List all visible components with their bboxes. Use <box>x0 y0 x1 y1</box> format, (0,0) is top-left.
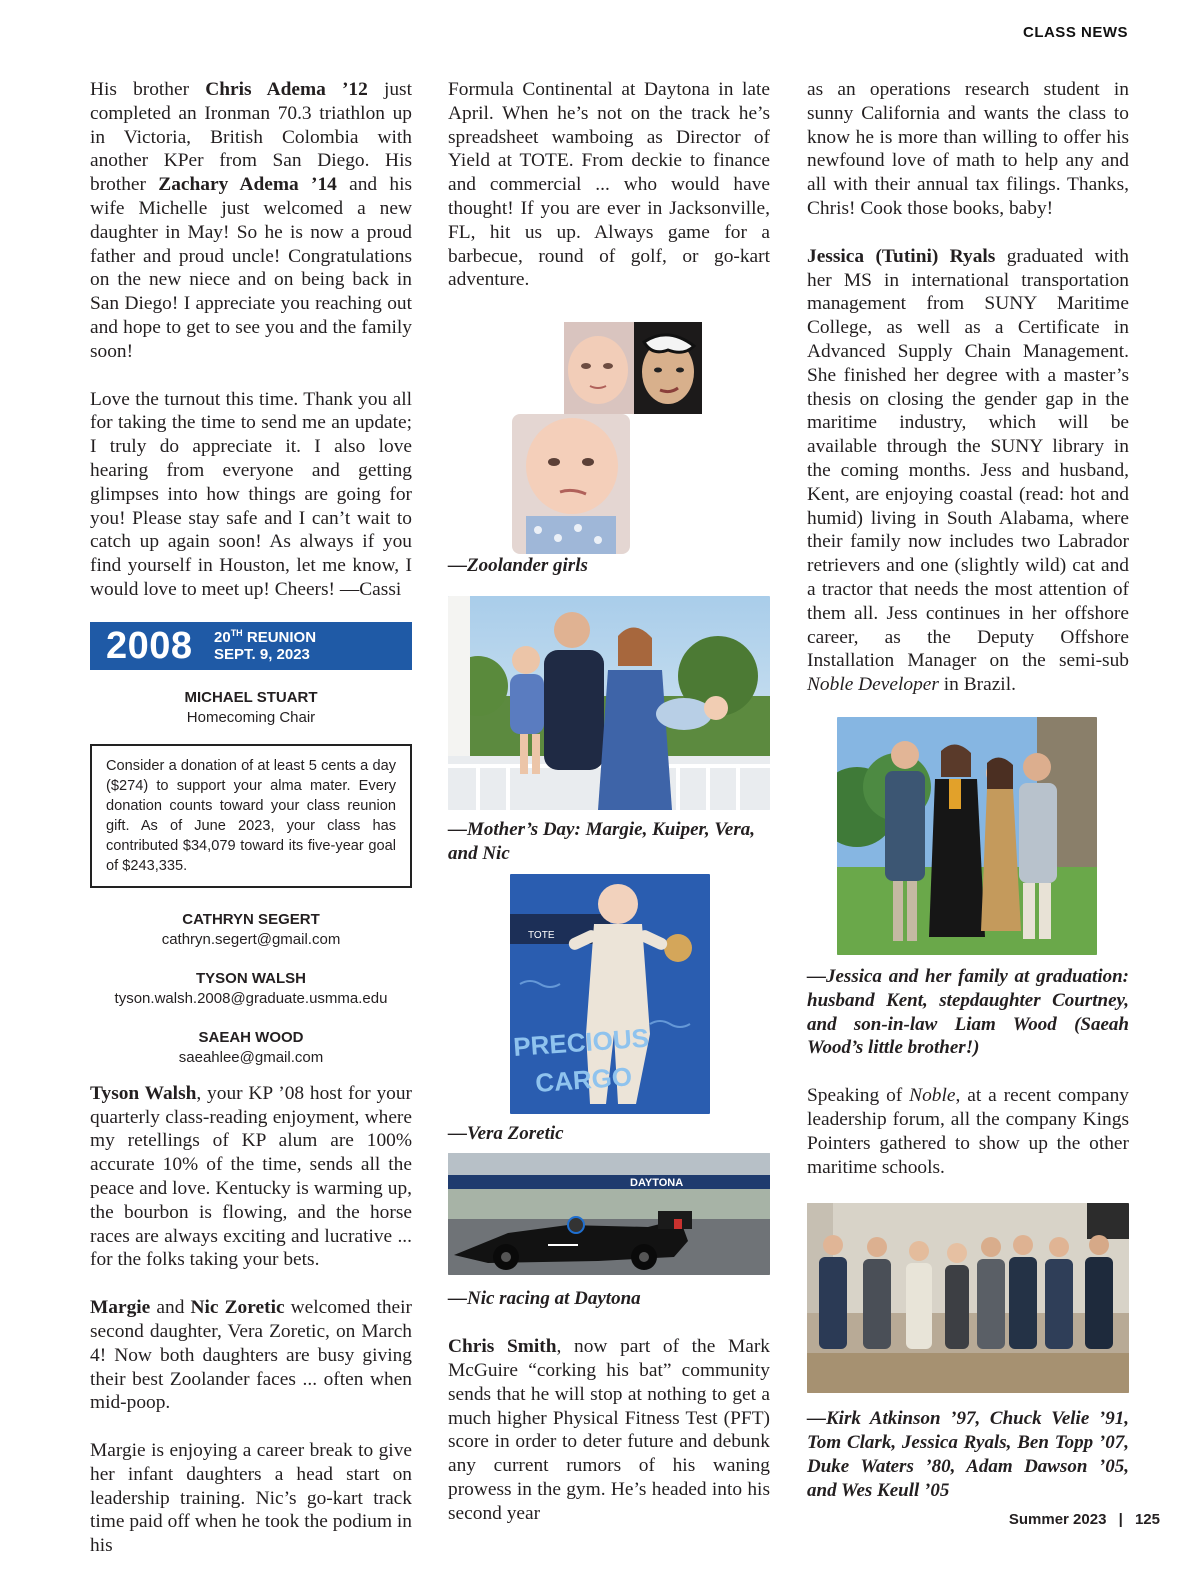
contact-name: TYSON WALSH <box>195 969 306 987</box>
mothers-day-image <box>448 596 770 810</box>
group-image <box>807 1203 1129 1393</box>
paragraph-zoretic: Margie and Nic Zoretic welcomed their second daughter, Vera Zoretic, on March 4! Now both daughters are busy giving their best Zoolander faces ... often when mid-poop. <box>90 1297 412 1414</box>
donation-box: Consider a donation of at least 5 cents a day ($274) to support your alma mater. Every donation counts toward your class reunion gift. As of June 2023, your class has contributed $34,079 toward its five-year goal of $243,335. <box>90 744 412 888</box>
tote-label: TOTE <box>528 929 555 941</box>
footer-separator: | <box>1118 1511 1123 1528</box>
vera-image <box>510 874 710 1114</box>
chair-name: MICHAEL STUART <box>184 688 318 706</box>
mothers-day-photo <box>448 596 770 810</box>
cargo-text: CARGO <box>534 1060 633 1098</box>
reunion-banner <box>90 622 412 670</box>
contact-email[interactable]: cathryn.segert@gmail.com <box>161 930 341 948</box>
page-footer <box>1009 1511 1160 1528</box>
paragraph-jessica-ryals: Jessica (Tutini) Ryals graduated with her MS in international transportation management from SUNY Maritime College, as well as a Certificate in Advanced Supply Chain Management. She finished her degree with a master’s thesis on closing the gender gap in the maritime industry, which will be available through the SUNY library in the coming months. Jess and husband, Kent, are enjoying coastal (read: hot and humid) living in South Alabama, where their family now includes two Labrador retrievers and one (slightly wild) cat and a tractor that needs the most attention of them all. Jess continues in her offshore career, as the Deputy Offshore Installation Manager on the semi-sub Noble Developer in Brazil. <box>807 245 1129 696</box>
caption-graduation: —Jessica and her family at graduation: husband Kent, stepdaughter Courtney, and son-in-law Liam Wood (Saeah Wood’s little brother!) <box>807 965 1129 1059</box>
class-year: 2008 <box>106 624 193 667</box>
paragraph-chris-smith-cont: as an operations research student in sunny California and wants the class to know he is more than willing to offer his newfound love of math to help any and all with their annual tax filings. Thanks, Chris! Cook those books, baby! <box>807 79 1129 219</box>
paragraph-formula-continental: Formula Continental at Daytona in late April. When he’s not on the track he’s spreadsheet wamboing as Director of Yield at TOTE. From deckie to finance and commercial ... who would have thought! If you are ever in Jacksonville, FL, hit us up. Always game for a barbecue, round of golf, or go-kart adventure. <box>448 79 770 291</box>
precious-text: PRECIOUS <box>512 1022 650 1062</box>
graduation-photo <box>837 717 1097 955</box>
racing-image <box>448 1153 770 1275</box>
paragraph-margie: Margie is enjoying a career break to give her infant daughters a head start on leadership training. Nic’s go-kart track time paid off when he took the podium in his <box>90 1440 412 1557</box>
paragraph-adema: His brother Chris Adema ’12 just completed an Ironman 70.3 triathlon up in Victoria, British Colombia with another KPer from San Diego. His brother Zachary Adema ’14 and his wife Michelle just welcomed a new daughter in May! So he is now a proud father and proud uncle! Congratulations on the new niece and on being back in San Diego! I appreciate you reaching out and hope to get to see you and the family soon! <box>90 79 413 362</box>
daytona-banner-text: DAYTONA <box>630 1177 684 1190</box>
group-photo <box>807 1203 1129 1393</box>
paragraph-noble: Speaking of Noble, at a recent company leadership forum, all the company Kings Pointers gathered to show up the other maritime schools. <box>807 1085 1129 1178</box>
contact-email[interactable]: tyson.walsh.2008@graduate.usmma.edu <box>114 989 388 1007</box>
caption-zoolander-girls: —Zoolander girls <box>448 555 588 577</box>
contact-email[interactable]: saeahlee@gmail.com <box>178 1048 324 1066</box>
caption-racing: —Nic racing at Daytona <box>448 1288 641 1310</box>
section-header: CLASS NEWS <box>1022 24 1128 41</box>
reunion-ordinal: 20TH REUNION <box>214 627 317 646</box>
chair-role: Homecoming Chair <box>186 708 316 726</box>
column-3 <box>807 78 1129 1502</box>
paragraph-chris-smith: Chris Smith, now part of the Mark McGuire “corking his bat” community sends that he will stop at nothing to get a much higher Physical Fitness Test (PFT) score in order to deter future and debunk any current rumors of his waning prowess in the gym. He’s headed into his second year <box>448 1336 770 1524</box>
class-contact-3 <box>90 1028 412 1068</box>
contact-name: CATHRYN SEGERT <box>182 910 320 928</box>
class-contact-2 <box>90 969 412 1009</box>
racing-photo <box>448 1153 770 1275</box>
reunion-date: SEPT. 9, 2023 <box>214 645 310 663</box>
zoolander-collage-image <box>448 316 770 556</box>
caption-mothers-day: —Mother’s Day: Margie, Kuiper, Vera, and Nic <box>448 818 756 864</box>
caption-group: —Kirk Atkinson ’97, Chuck Velie ’91, Tom Clark, Jessica Ryals, Ben Topp ’07, Duke Waters ’80, Adam Dawson ’05, and Wes Keull ’05 <box>807 1408 1129 1501</box>
class-contact-1 <box>90 910 412 950</box>
page-number: 125 <box>1134 1511 1160 1528</box>
vera-photo <box>510 874 710 1114</box>
paragraph-cassi-signoff: Love the turnout this time. Thank you all for taking the time to send me an update; I truly do appreciate it. I also love hearing from everyone and getting glimpses into how things are going for you! Please stay safe and I can’t wait to catch up again soon! As always if you find yourself in Houston, let me know, I would love to meet up! Cheers! —Cassi <box>90 388 412 600</box>
column-1 <box>90 78 412 1582</box>
graduation-image <box>837 717 1097 955</box>
caption-vera: —Vera Zoretic <box>448 1122 564 1144</box>
paragraph-tyson-walsh: Tyson Walsh, your KP ’08 host for your quarterly class-reading enjoyment, where my retellings of KP alum are 100% accurate 10% of the time, sends all the peace and love. Kentucky is warming up, the bourbon is flowing, and the horse races are always exciting and lucrative ... for the folks taking your bets. <box>90 1082 412 1271</box>
homecoming-chair <box>90 688 412 728</box>
zoolander-photo-collage <box>448 316 770 556</box>
contact-name: SAEAH WOOD <box>198 1028 304 1046</box>
column-2 <box>448 78 770 1550</box>
issue-label: Summer 2023 <box>1008 1511 1107 1528</box>
